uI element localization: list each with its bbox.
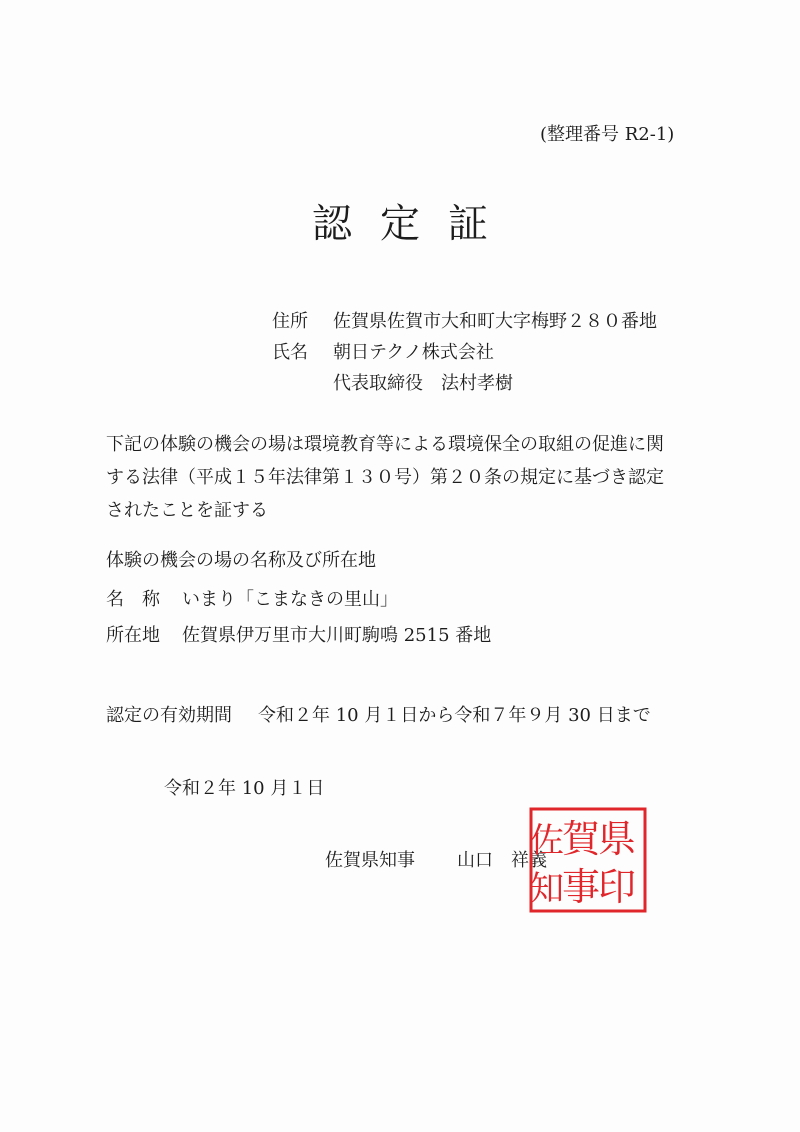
address-value: 佐賀県佐賀市大和町大字梅野２８０番地 [333, 311, 657, 332]
issue-date: 令和２年 10 月１日 [164, 778, 325, 799]
statement-line-3: されたことを証する [106, 500, 268, 521]
venue-name-value: いまり「こまなきの里山」 [182, 589, 398, 610]
document-title: 認定証 [312, 201, 516, 247]
company-name: 朝日テクノ株式会社 [333, 342, 494, 363]
representative-name: 代表取締役 法村孝樹 [333, 373, 513, 394]
seal-char-2: 印 [597, 865, 637, 909]
official-seal [528, 806, 648, 914]
seal-char-4: 事 [561, 865, 601, 909]
venue-location-value: 佐賀県伊万里市大川町駒鳴 2515 番地 [182, 625, 492, 646]
issuer-name: 山口 祥義 [457, 850, 547, 871]
issuer-title: 佐賀県知事 [325, 850, 415, 871]
seal-char-5: 佐 [530, 821, 564, 861]
reference-number: (整理番号 R2-1) [540, 124, 675, 145]
validity-value: 令和２年 10 月１日から令和７年９月 30 日まで [258, 705, 651, 726]
seal-char-1: 県 [597, 817, 637, 861]
seal-char-3: 賀 [561, 817, 601, 861]
seal-icon [528, 806, 648, 914]
statement-line-1: 下記の体験の機会の場は環境教育等による環境保全の取組の促進に関 [106, 434, 664, 455]
venue-location-label: 所在地 [106, 625, 160, 646]
venue-name-label: 名 称 [106, 589, 160, 610]
validity-label: 認定の有効期間 [106, 705, 232, 726]
seal-char-6: 知 [530, 869, 564, 909]
certification-statement [106, 428, 706, 527]
name-label: 氏名 [272, 342, 308, 363]
venue-heading: 体験の機会の場の名称及び所在地 [106, 550, 376, 571]
statement-line-2: する法律（平成１５年法律第１３０号）第２０条の規定に基づき認定 [106, 467, 664, 488]
address-label: 住所 [272, 311, 308, 332]
